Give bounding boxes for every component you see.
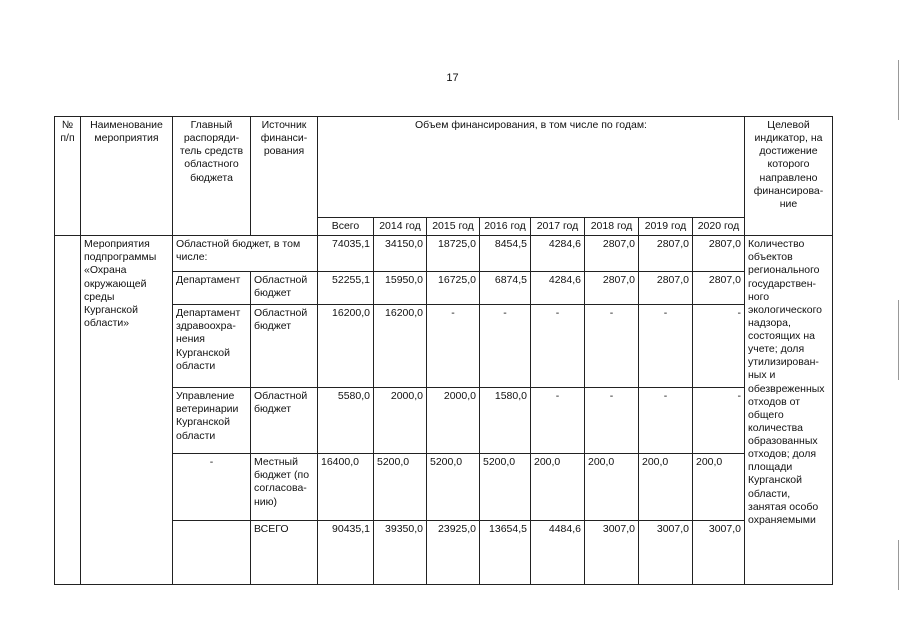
value-cell: -	[427, 305, 480, 388]
value-cell: 8454,5	[480, 236, 531, 272]
manager-cell: -	[173, 454, 251, 521]
indicator-text: Количество объектов регионального государствен-ного экологического надзора, состоящих на учете; доля утилизирован-ных и обезвреженных отходов от общего количества образованных отходов; доля площади Курганской области, занятая особо охраняемыми	[745, 236, 833, 585]
manager-cell: Департамент здравоохра-нения Курганской области	[173, 305, 251, 388]
header-volume: Объем финансирования, в том числе по годам:	[318, 117, 745, 218]
total-regional-label: Областной бюджет, в том числе:	[173, 236, 318, 272]
value-cell: 200,0	[693, 454, 745, 521]
value-cell: 2807,0	[639, 236, 693, 272]
num-cell	[55, 236, 81, 585]
header-source: Источник финанси-рования	[251, 117, 318, 236]
value-cell: 2000,0	[374, 388, 427, 454]
year-header: Всего	[318, 218, 374, 236]
activity-name: Мероприятия подпрограммы «Охрана окружающей среды Курганской области»	[81, 236, 173, 585]
header-num: № п/п	[55, 117, 81, 236]
year-header: 2019 год	[639, 218, 693, 236]
source-cell: Местный бюджет (по согласова-нию)	[251, 454, 318, 521]
source-cell: ВСЕГО	[251, 521, 318, 585]
source-cell: Областной бюджет	[251, 388, 318, 454]
value-cell: -	[531, 305, 585, 388]
value-cell: 5200,0	[374, 454, 427, 521]
value-cell: 5580,0	[318, 388, 374, 454]
value-cell: 2000,0	[427, 388, 480, 454]
value-cell: -	[639, 388, 693, 454]
value-cell: 16200,0	[374, 305, 427, 388]
header-row	[55, 117, 833, 218]
value-cell: -	[585, 305, 639, 388]
value-cell: 15950,0	[374, 272, 427, 305]
value-cell: 2807,0	[585, 236, 639, 272]
year-header: 2017 год	[531, 218, 585, 236]
source-cell: Областной бюджет	[251, 272, 318, 305]
value-cell: 6874,5	[480, 272, 531, 305]
value-cell: -	[693, 305, 745, 388]
value-cell: 3007,0	[693, 521, 745, 585]
value-cell: 34150,0	[374, 236, 427, 272]
value-cell: 2807,0	[585, 272, 639, 305]
financing-table	[54, 116, 833, 585]
value-cell: 4284,6	[531, 272, 585, 305]
value-cell: 16725,0	[427, 272, 480, 305]
manager-cell: Управление ветеринарии Курганской области	[173, 388, 251, 454]
value-cell: 200,0	[639, 454, 693, 521]
value-cell: -	[531, 388, 585, 454]
value-cell: -	[585, 388, 639, 454]
value-cell: 2807,0	[693, 272, 745, 305]
value-cell: 39350,0	[374, 521, 427, 585]
value-cell: 23925,0	[427, 521, 480, 585]
value-cell: 2807,0	[693, 236, 745, 272]
manager-cell: Департамент	[173, 272, 251, 305]
manager-cell	[173, 521, 251, 585]
value-cell: -	[480, 305, 531, 388]
value-cell: 4484,6	[531, 521, 585, 585]
value-cell: 13654,5	[480, 521, 531, 585]
value-cell: 18725,0	[427, 236, 480, 272]
value-cell: 90435,1	[318, 521, 374, 585]
value-cell: 74035,1	[318, 236, 374, 272]
value-cell: 5200,0	[427, 454, 480, 521]
value-cell: 3007,0	[639, 521, 693, 585]
year-header: 2015 год	[427, 218, 480, 236]
value-cell: 16400,0	[318, 454, 374, 521]
header-indicator: Целевой индикатор, на достижение которого направлено финансирова-ние	[745, 117, 833, 236]
scan-edge-mark	[898, 300, 899, 380]
value-cell: -	[693, 388, 745, 454]
header-manager: Главный распоряди-тель средств областного бюджета	[173, 117, 251, 236]
value-cell: 5200,0	[480, 454, 531, 521]
value-cell: 1580,0	[480, 388, 531, 454]
total-regional-row	[55, 236, 833, 272]
page-number: 17	[446, 72, 459, 84]
value-cell: 3007,0	[585, 521, 639, 585]
value-cell: 52255,1	[318, 272, 374, 305]
year-header: 2016 год	[480, 218, 531, 236]
value-cell: 200,0	[531, 454, 585, 521]
value-cell: 2807,0	[639, 272, 693, 305]
value-cell: 16200,0	[318, 305, 374, 388]
year-header: 2018 год	[585, 218, 639, 236]
scan-edge-mark	[898, 540, 899, 590]
year-header: 2020 год	[693, 218, 745, 236]
year-header: 2014 год	[374, 218, 427, 236]
scan-edge-mark	[898, 60, 899, 120]
value-cell: 4284,6	[531, 236, 585, 272]
source-cell: Областной бюджет	[251, 305, 318, 388]
value-cell: -	[639, 305, 693, 388]
value-cell: 200,0	[585, 454, 639, 521]
header-name: Наименование мероприятия	[81, 117, 173, 236]
